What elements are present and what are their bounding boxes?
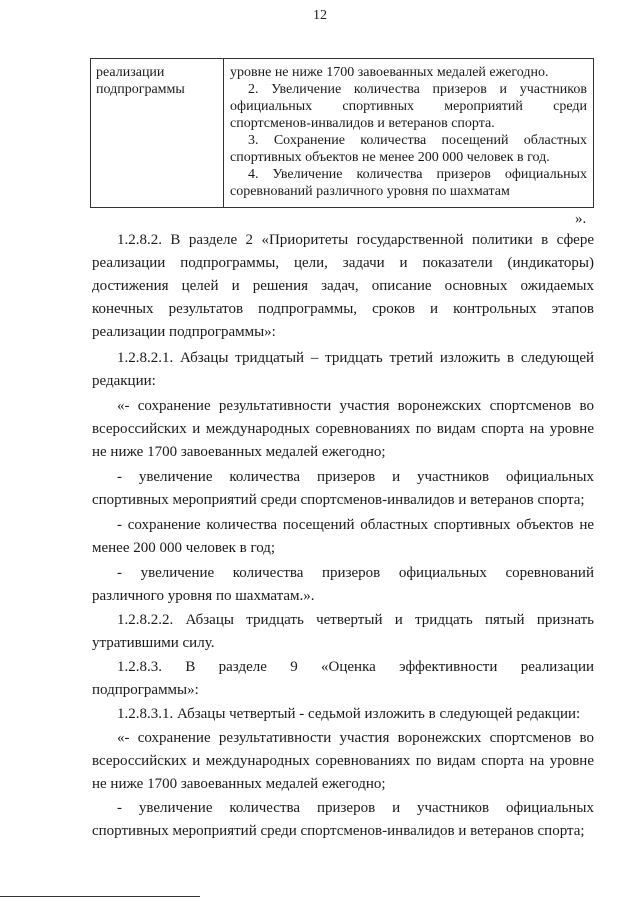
quoted-item-visits (92, 514, 594, 560)
right-cell-line: 2. Увеличение количества призеров и участников (248, 82, 587, 97)
paragraph-line: не ниже 1700 завоеванных медалей ежегодно; (92, 444, 386, 460)
paragraph-line: подпрограммы»: (92, 682, 199, 698)
paragraph-line: достижения целей и решения задач, описание основных ожидаемых (92, 278, 594, 294)
paragraph-1-2-8-2-2 (92, 609, 594, 655)
right-cell-line: уровне не ниже 1700 завоеванных медалей ежегодно. (230, 65, 549, 80)
paragraph-line: реализации подпрограммы, цели, задачи и показатели (индикаторы) (92, 255, 594, 271)
paragraph-line: всероссийских и международных соревнованиях по видам спорта на уровне (92, 421, 594, 437)
subprogram-results-table (90, 58, 594, 208)
paragraph-line: 1.2.8.2.1. Абзацы тридцатый – тридцать третий изложить в следующей (117, 350, 594, 366)
quoted-item-participants-2 (92, 797, 594, 843)
right-cell-line: 4. Увеличение количества призеров официальных (248, 167, 587, 182)
paragraph-line: 1.2.8.3. В разделе 9 «Оценка эффективности реализации (117, 659, 594, 675)
quoted-item-chess (92, 562, 594, 608)
left-cell-line: реализации (96, 65, 165, 80)
page-number: 12 (313, 8, 327, 23)
closing-quote: ». (575, 211, 587, 227)
table-left-cell (91, 59, 224, 207)
left-cell-line: подпрограммы (96, 82, 185, 97)
footer-divider (0, 896, 200, 897)
paragraph-line: - увеличение количества призеров и участников официальных (117, 469, 594, 485)
paragraph-line: спортивных мероприятий среди спортсменов-инвалидов и ветеранов спорта; (92, 823, 585, 839)
paragraph-line: - увеличение количества призеров и участников официальных (117, 800, 594, 816)
paragraph-line: менее 200 000 человек в год; (92, 540, 276, 556)
paragraph-line: 1.2.8.2. В разделе 2 «Приоритеты государственной политики в сфере (117, 232, 594, 248)
quoted-item-results (92, 395, 594, 464)
paragraph-line: не ниже 1700 завоеванных медалей ежегодно; (92, 776, 386, 792)
paragraph-line: спортивных мероприятий среди спортсменов-инвалидов и ветеранов спорта; (92, 492, 585, 508)
paragraph-1-2-8-3-1 (92, 703, 594, 726)
paragraph-line: «- сохранение результативности участия воронежских спортсменов во (117, 730, 594, 746)
paragraph-line: 1.2.8.2.2. Абзацы тридцать четвертый и тридцать пятый признать (117, 612, 594, 628)
paragraph-line: 1.2.8.3.1. Абзацы четвертый - седьмой изложить в следующей редакции: (117, 706, 581, 722)
paragraph-line: «- сохранение результативности участия воронежских спортсменов во (117, 398, 594, 414)
paragraph-1-2-8-2-1 (92, 347, 594, 393)
paragraph-1-2-8-2 (92, 229, 594, 344)
paragraph-line: утратившими силу. (92, 635, 215, 651)
right-cell-line: соревнований различного уровня по шахматам (230, 184, 510, 199)
right-cell-line: спортсменов-инвалидов и ветеранов спорта. (230, 116, 495, 131)
paragraph-line: всероссийских и международных соревнованиях по видам спорта на уровне (92, 753, 594, 769)
paragraph-line: - увеличение количества призеров официальных соревнований (117, 565, 594, 581)
right-cell-line: спортивных объектов не менее 200 000 человек в год. (230, 150, 550, 165)
paragraph-line: различного уровня по шахматам.». (92, 588, 315, 604)
quoted-item-participants (92, 466, 594, 512)
paragraph-line: конечных результатов подпрограммы, сроков и контрольных этапов (92, 301, 594, 317)
paragraph-line: редакции: (92, 373, 156, 389)
right-cell-line: 3. Сохранение количества посещений областных (248, 133, 587, 148)
right-cell-line: официальных спортивных мероприятий среди (230, 99, 587, 114)
paragraph-line: - сохранение количества посещений областных спортивных объектов не (117, 517, 594, 533)
paragraph-line: реализации подпрограммы»: (92, 324, 276, 340)
paragraph-1-2-8-3 (92, 656, 594, 702)
quoted-item-results-2 (92, 727, 594, 796)
table-right-cell (225, 59, 593, 200)
